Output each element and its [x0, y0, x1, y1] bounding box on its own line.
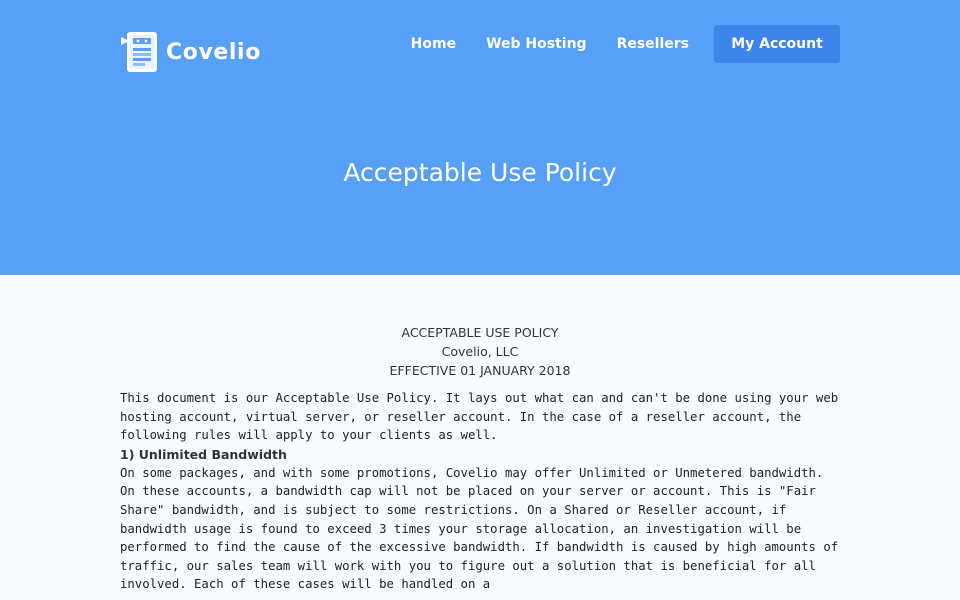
logo[interactable]	[119, 31, 261, 73]
intro-paragraph: This document is our Acceptable Use Policy. It lays out what can and can't be done using your web hosting account, virtual server, or reseller account. In the case of a reseller account, the following rules will apply to your clients as well.	[120, 391, 839, 443]
document-heading: ACCEPTABLE USE POLICY	[401, 325, 559, 340]
policy-body	[120, 389, 840, 594]
policy-content	[120, 323, 840, 594]
section-heading: 1) Unlimited Bandwidth	[120, 446, 287, 462]
section-paragraph: On some packages, and with some promotions, Covelio may offer Unlimited or Unmetered bandwidth. On these accounts, a bandwidth cap will not be placed on your server or account. This is "Fair Share" bandwidth, and is subject to some restrictions. On a Shared or Reseller account, if bandwidth usage is found to exceed 3 times your storage allocation, an investigation will be performed to find the cause of the excessive bandwidth. If bandwidth is caused by high amounts of traffic, our sales team will work with you to figure out a solution that is beneficial for all involved. Each of these cases will be handled on a	[120, 465, 839, 592]
logo-text: Covelio	[166, 39, 261, 65]
hero-banner	[0, 0, 960, 275]
main-nav	[411, 25, 840, 63]
effective-date: EFFECTIVE 01 JANUARY 2018	[389, 363, 571, 378]
nav-web-hosting[interactable]: Web Hosting	[486, 36, 587, 52]
server-document-icon	[119, 31, 159, 73]
document-header	[120, 323, 840, 380]
my-account-button[interactable]: My Account	[714, 25, 840, 63]
company-name: Covelio, LLC	[441, 344, 519, 359]
nav-home[interactable]: Home	[410, 36, 457, 52]
page-title: Acceptable Use Policy	[343, 158, 617, 187]
nav-resellers[interactable]: Resellers	[616, 36, 689, 52]
